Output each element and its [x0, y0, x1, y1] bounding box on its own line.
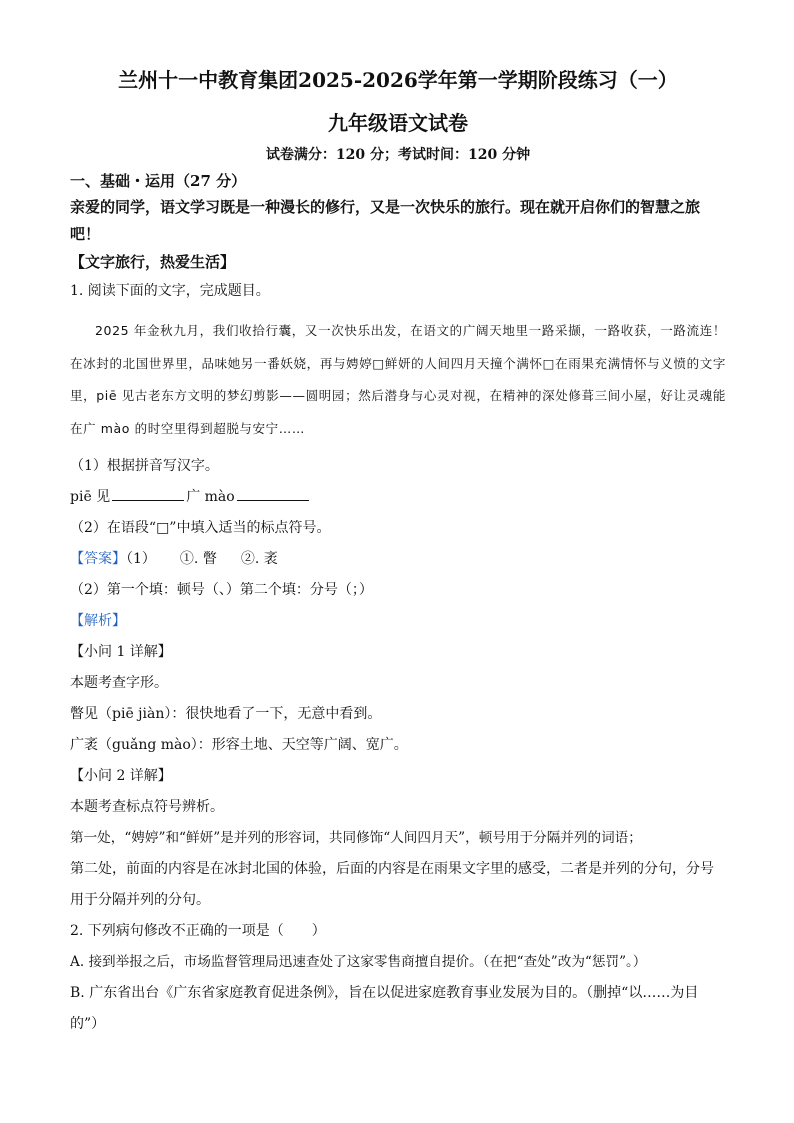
answer-row-1	[70, 544, 726, 575]
question-1-passage: 2025 年金秋九月，我们收拾行囊，又一次快乐出发，在语文的广阔天地里一路采撷，一路收获，一路流连！在冰封的北国世界里，品味她另一番妖娆，再与娉婷□鲜妍的人间四月天撞个满怀□在雨果充满情怀与义愤的文字里，piē 见古老东方文明的梦幻剪影——圆明园；然后潜身与心灵对视，在精神的深处修葺三间小屋，好让灵魂能在广 mào 的时空里得到超脱与安宁……	[70, 323, 726, 436]
exam-title: 兰州十一中教育集团2025-2026学年第一学期阶段练习（一）	[118, 68, 678, 92]
section-subheading: 【文字旅行，热爱生活】	[70, 253, 236, 271]
detail-1-heading: 【小问 1 详解】	[70, 644, 172, 660]
detail-2-line-1: 本题考查标点符号辨析。	[70, 799, 224, 815]
question-1-fill-row	[70, 482, 726, 513]
answer-1b: ②. 袤	[240, 551, 278, 567]
analysis-tag: 【解析】	[70, 613, 126, 629]
question-1-stem: 1. 阅读下面的文字，完成题目。	[70, 283, 270, 299]
section-heading: 一、基础・运用（27 分）	[70, 172, 247, 190]
section-intro: 亲爱的同学，语文学习既是一种漫长的修行，又是一次快乐的旅行。现在就开启你们的智慧之旅吧！	[70, 198, 701, 243]
answer-1a: ①. 瞥	[179, 551, 217, 567]
question-1-sub2: （2）在语段“□”中填入适当的标点符号。	[70, 520, 331, 536]
detail-1-line-3: 广袤（guǎng mào）：形容土地、天空等广阔、宽广。	[70, 737, 408, 753]
detail-2-line-2: 第一处，“娉婷”和“鲜妍”是并列的形容词，共同修饰“人间四月天”，顿号用于分隔并列的词语；	[70, 830, 642, 846]
detail-2-line-3: 第二处，前面的内容是在冰封北国的体验，后面的内容是在雨果文字里的感受，二者是并列的分句，分号用于分隔并列的分句。	[70, 861, 714, 908]
fill-blank-a[interactable]	[112, 486, 184, 501]
fill-label-a: piē 见	[70, 489, 111, 505]
detail-2-heading: 【小问 2 详解】	[70, 768, 172, 784]
question-1-sub1: （1）根据拼音写汉字。	[70, 458, 219, 474]
exam-meta: 试卷满分：120 分；考试时间：120 分钟	[265, 147, 531, 163]
question-2-option-a[interactable]: A. 接到举报之后，市场监督管理局迅速查处了这家零售商擅自提价。（在把“查处”改为“惩罚”。）	[70, 954, 647, 970]
question-2-stem: 2. 下列病句修改不正确的一项是（ ）	[70, 923, 326, 939]
exam-subtitle: 九年级语文试卷	[328, 111, 468, 135]
detail-1-line-2: 瞥见（piē jiàn）：很快地看了一下，无意中看到。	[70, 706, 382, 722]
answer-1-label: （1）	[126, 551, 156, 567]
exam-page	[70, 64, 726, 1040]
fill-label-b: 广 mào	[186, 489, 235, 505]
answer-tag: 【答案】	[70, 551, 126, 567]
question-2-option-b[interactable]: B. 广东省出台《广东省家庭教育促进条例》，旨在以促进家庭教育事业发展为目的。（删掉“以……为目的”）	[70, 985, 699, 1032]
detail-1-line-1: 本题考查字形。	[70, 675, 168, 691]
fill-blank-b[interactable]	[237, 486, 309, 501]
answer-row-2: （2）第一个填：顿号（、）第二个填：分号（；）	[70, 582, 373, 598]
